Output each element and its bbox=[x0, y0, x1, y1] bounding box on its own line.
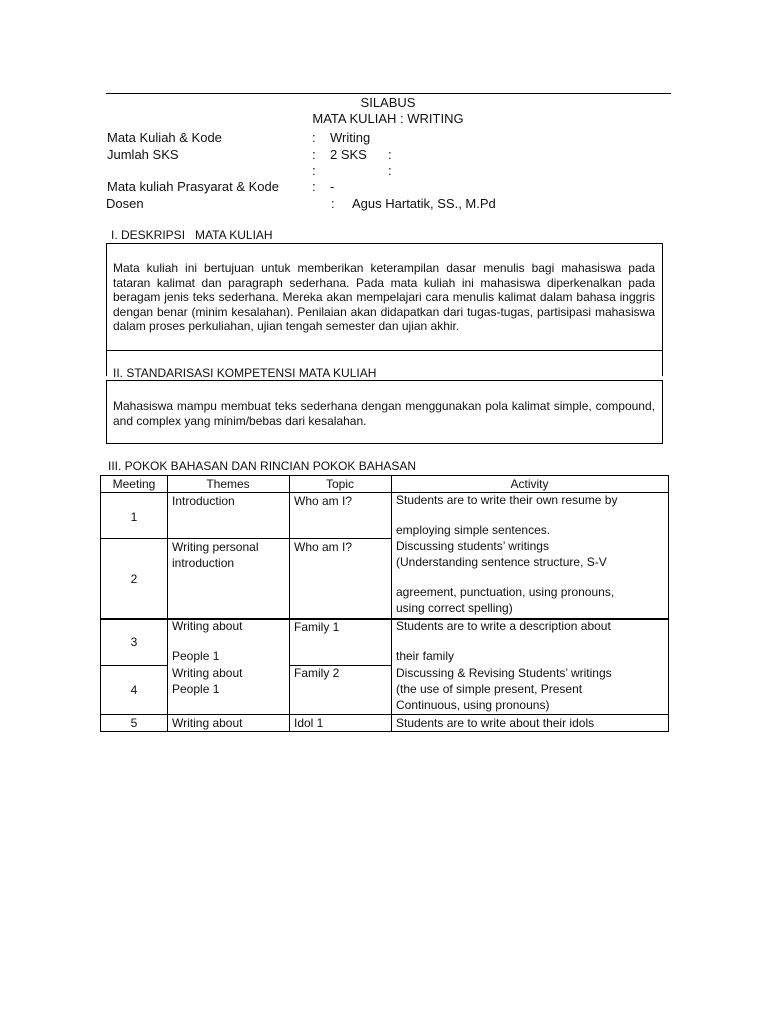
row4-topic: Family 2 bbox=[294, 666, 340, 680]
row5-activity bbox=[391, 715, 594, 731]
prereq-colon: : bbox=[312, 179, 316, 194]
row1-meeting: 1 bbox=[130, 510, 138, 524]
row5-meeting: 5 bbox=[130, 716, 138, 730]
row4-meeting: 4 bbox=[130, 683, 138, 697]
row4-themes bbox=[167, 665, 242, 697]
row1-activity-line: Students are to write their own resume by bbox=[396, 493, 618, 507]
row2-topic: Who am I? bbox=[294, 540, 353, 554]
row1-themes-line: Introduction bbox=[172, 494, 235, 508]
syllabus-table bbox=[100, 475, 669, 732]
course-value: Writing bbox=[330, 130, 371, 145]
row1-activity bbox=[391, 493, 617, 538]
row3-themes bbox=[167, 619, 242, 664]
blank-colon-2: : bbox=[388, 163, 392, 178]
section1-heading: I. DESKRIPSI MATA KULIAH bbox=[111, 228, 273, 242]
row4-activity bbox=[391, 665, 612, 713]
sks-label: Jumlah SKS bbox=[107, 147, 179, 162]
col-header-topic: Topic bbox=[325, 477, 354, 491]
row-divider bbox=[101, 665, 167, 666]
row4-activity-line: (the use of simple present, Present bbox=[396, 682, 583, 696]
row3-activity-line bbox=[396, 634, 611, 649]
col-header-themes: Themes bbox=[206, 477, 250, 491]
row3-activity-line: Students are to write a description about bbox=[396, 619, 611, 633]
row2-activity-line: agreement, punctuation, using pronouns, bbox=[396, 585, 615, 599]
section3-heading: III. POKOK BAHASAN DAN RINCIAN POKOK BAHASAN bbox=[108, 459, 417, 473]
col-header-activity: Activity bbox=[510, 477, 549, 491]
row4-themes-line: Writing about bbox=[172, 666, 243, 680]
prereq-label: Mata kuliah Prasyarat & Kode bbox=[107, 179, 279, 194]
row4-activity-line: Continuous, using pronouns) bbox=[396, 698, 550, 712]
row3-themes-line: People 1 bbox=[172, 649, 220, 663]
section2-text: Mahasiswa mampu membuat teks sederhana dengan menggunakan pola kalimat simple, compound, and complex yang minim/bebas dari kesalahan. bbox=[113, 399, 655, 428]
row2-activity-line bbox=[396, 570, 614, 585]
row4-themes-line: People 1 bbox=[172, 682, 220, 696]
row1-activity-line bbox=[396, 508, 617, 523]
row2-themes bbox=[167, 539, 258, 571]
top-rule bbox=[106, 93, 671, 94]
row1-topic: Who am I? bbox=[294, 494, 353, 508]
lecturer-colon: : bbox=[331, 196, 335, 211]
sks-colon: : bbox=[312, 147, 316, 162]
course-colon: : bbox=[312, 130, 316, 145]
row2-activity-line: using correct spelling) bbox=[396, 600, 513, 615]
row4-activity-line: Discussing & Revising Students’ writings bbox=[396, 666, 612, 680]
row2-activity-line: Discussing students’ writings bbox=[396, 539, 549, 553]
col-header-meeting: Meeting bbox=[112, 477, 156, 491]
row3-topic: Family 1 bbox=[294, 620, 340, 634]
row2-activity bbox=[391, 539, 614, 616]
section1-text: Mata kuliah ini bertujuan untuk memberikan keterampilan dasar menulis bagi mahasiswa pada tataran kalimat dan paragraph sederhana. Pada mata kuliah ini mahasiswa diperkenalkan pada beragam jenis teks sederhana. Mereka akan mempelajari cara menulis kalimat dalam bahasa inggris dengan benar (minim kesalahan). Penilaian akan didapatkan dari tugas-tugas, partisipasi mahasiswa dalam proses perkuliahan, ujian tengah semester dan ujian akhir. bbox=[113, 261, 655, 333]
doc-title: SILABUS bbox=[360, 95, 416, 110]
lecturer-value: Agus Hartatik, SS., M.Pd bbox=[352, 196, 496, 211]
row3-themes-line: Writing about bbox=[172, 619, 243, 633]
row1-activity-line: employing simple sentences. bbox=[396, 523, 551, 537]
row2-themes-line: Writing personal bbox=[172, 540, 259, 554]
col-divider bbox=[289, 476, 290, 731]
doc-subtitle: MATA KULIAH : WRITING bbox=[312, 111, 464, 126]
course-label: Mata Kuliah & Kode bbox=[107, 130, 222, 145]
row5-themes-line: Writing about bbox=[172, 716, 243, 730]
lecturer-label: Dosen bbox=[106, 196, 144, 211]
row3-activity bbox=[391, 619, 611, 664]
blank-colon-1: : bbox=[312, 163, 316, 178]
row1-themes bbox=[167, 493, 235, 509]
sks-value: 2 SKS bbox=[330, 147, 367, 162]
sks-extra-colon: : bbox=[388, 147, 392, 162]
prereq-value: - bbox=[330, 179, 335, 194]
row2-themes-line: introduction bbox=[172, 556, 235, 570]
section1-box-divider bbox=[106, 350, 663, 351]
row5-themes bbox=[167, 715, 242, 731]
row2-meeting: 2 bbox=[130, 572, 138, 586]
row3-themes-line bbox=[172, 634, 242, 649]
row5-activity-line: Students are to write about their idols bbox=[396, 716, 595, 730]
row3-activity-line: their family bbox=[396, 649, 455, 663]
row3-meeting: 3 bbox=[130, 635, 138, 649]
row5-topic: Idol 1 bbox=[294, 716, 324, 730]
section2-heading: II. STANDARISASI KOMPETENSI MATA KULIAH bbox=[113, 366, 377, 380]
row2-activity-line: (Understanding sentence structure, S-V bbox=[396, 554, 607, 569]
